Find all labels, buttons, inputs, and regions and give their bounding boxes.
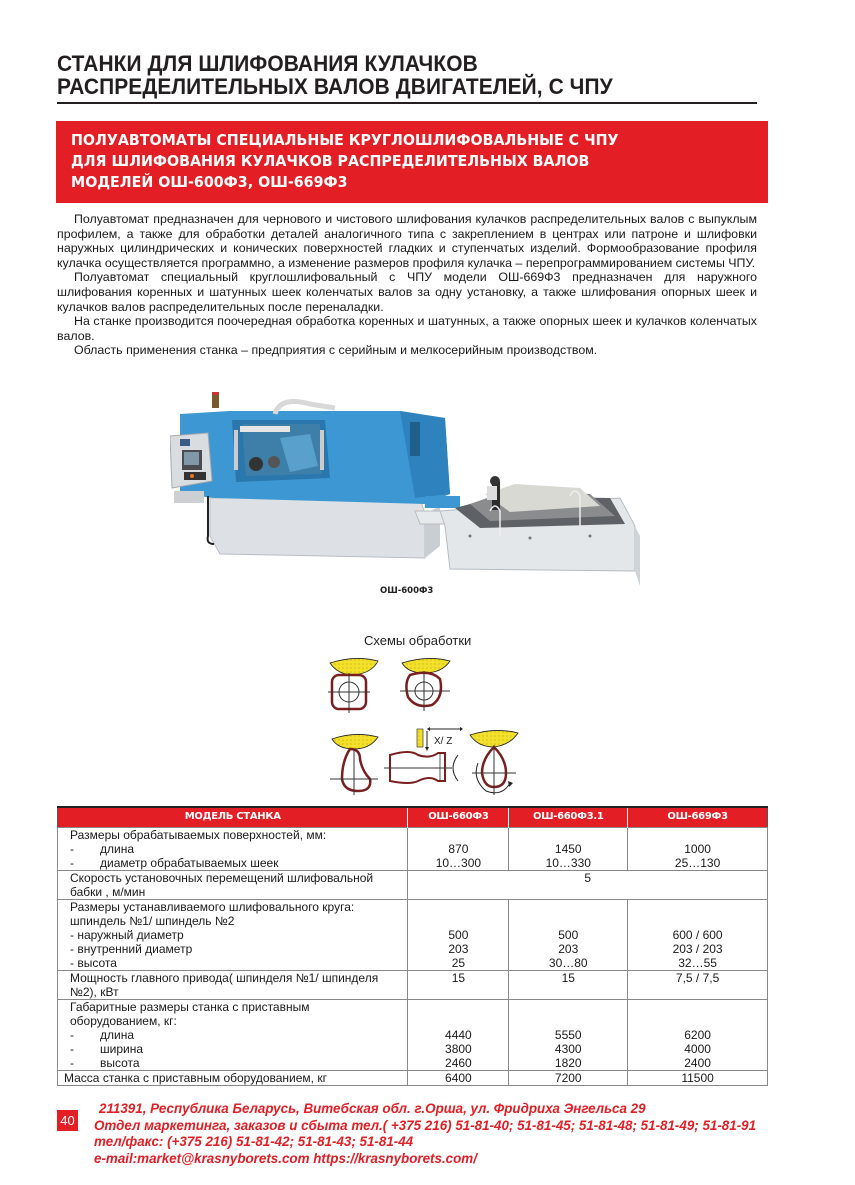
table-row xyxy=(58,999,768,1070)
cell-value: 5550 4300 1820 xyxy=(509,999,628,1070)
header-model-3: ОШ-669Ф3 xyxy=(628,807,768,827)
row-label: Скорость установочных перемещений шлифовальной бабки , м/мин xyxy=(58,870,408,899)
cell-value: 1450 10…330 xyxy=(509,827,628,870)
footer-fax: тел/факс: (+375 216) 51-81-42; 51-81-43; 51-81-44 xyxy=(94,1134,414,1149)
cell-value-merged: 5 xyxy=(408,870,768,899)
machine-photo xyxy=(170,386,650,586)
cell-value: 500 203 30…80 xyxy=(509,899,628,970)
intro-paragraph: Полуавтомат предназначен для чернового и чистового шлифования кулачков распределительных валов с выпуклым профилем, а также для обработки деталей аналогичного типа с закреплением в центрах или патроне и шлифовки наружных цилиндрических и конических поверхностей гладких и ступенчатых изделий. Формообразование профиля кулачка осуществляется программно, а изменение размеров профиля кулачка – перепрограммированием системы ЧПУ. xyxy=(57,212,757,270)
page-number-badge: 40 xyxy=(57,1110,78,1131)
header-model-1: ОШ-660Ф3 xyxy=(408,807,509,827)
schemes-title: Схемы обработки xyxy=(364,633,472,648)
row-label: Масса станка с приставным оборудованием, кг xyxy=(58,1070,408,1085)
banner-line-1: ПОЛУАВТОМАТЫ СПЕЦИАЛЬНЫЕ КРУГЛОШЛИФОВАЛЬНЫЕ С ЧПУ xyxy=(71,131,619,149)
scheme-eccentric-cam-icon xyxy=(400,658,450,711)
cell-value: 11500 xyxy=(628,1070,768,1085)
contact-footer xyxy=(94,1101,756,1167)
header-model-2: ОШ-660Ф3.1 xyxy=(509,807,628,827)
section-banner xyxy=(56,121,768,203)
banner-line-3: МОДЕЛЕЙ ОШ-600Ф3, ОШ-669Ф3 xyxy=(71,173,348,191)
page-title-line-2: РАСПРЕДЕЛИТЕЛЬНЫХ ВАЛОВ ДВИГАТЕЛЕЙ, С ЧПУ xyxy=(57,74,613,99)
specifications-table xyxy=(57,806,768,1086)
row-label: Размеры устанавливаемого шлифовального круга: шпиндель №1/ шпиндель №2 - наружный диаметр - внутренний диаметр - высота xyxy=(58,899,408,970)
row-label: Мощность главного привода( шпинделя №1/ шпинделя №2), кВт xyxy=(58,970,408,999)
table-row xyxy=(58,827,768,870)
table-header-row xyxy=(58,807,768,827)
cell-value: 600 / 600 203 / 203 32…55 xyxy=(628,899,768,970)
intro-paragraph: Полуавтомат специальный круглошлифовальный с ЧПУ модели ОШ-669Ф3 предназначен для наружного шлифования коренных и шатунных шеек коленчатых валов за одну установку, а также шлифования опорных шеек и кулачков валов распределительных после переналадки. xyxy=(57,270,757,314)
intro-paragraph: На станке производится поочередная обработка коренных и шатунных, а также опорных шеек и кулачков коленчатых валов. xyxy=(57,314,757,343)
page-title-line-1: СТАНКИ ДЛЯ ШЛИФОВАНИЯ КУЛАЧКОВ xyxy=(57,51,478,76)
cell-value: 15 xyxy=(509,970,628,999)
footer-address: 211391, Республика Беларусь, Витебская обл. г.Орша, ул. Фридриха Энгельса 29 xyxy=(99,1101,646,1116)
title-underline xyxy=(57,102,757,104)
page-title xyxy=(57,52,708,98)
cell-value: 1000 25…130 xyxy=(628,827,768,870)
cell-value: 6200 4000 2400 xyxy=(628,999,768,1070)
cell-value: 15 xyxy=(408,970,509,999)
scheme-rotating-cam-icon xyxy=(470,730,518,795)
footer-email-website[interactable]: e-mail:market@krasnyborets.com https://krasnyborets.com/ xyxy=(94,1150,477,1166)
cell-value: 7,5 / 7,5 xyxy=(628,970,768,999)
row-label: Размеры обрабатываемых поверхностей, мм: - длина - диаметр обрабатываемых шеек xyxy=(58,827,408,870)
cell-value: 7200 xyxy=(509,1070,628,1085)
cell-value: 500 203 25 xyxy=(408,899,509,970)
banner-line-2: ДЛЯ ШЛИФОВАНИЯ КУЛАЧКОВ РАСПРЕДЕЛИТЕЛЬНЫХ ВАЛОВ xyxy=(71,152,590,170)
table-row xyxy=(58,899,768,970)
footer-phones: Отдел маркетинга, заказов и сбыта тел.( +375 216) 51-81-40; 51-81-45; 51-81-48; 51-81-49; 51-81-91 xyxy=(94,1117,757,1133)
grinding-machine-illustration xyxy=(170,386,650,586)
header-model: МОДЕЛЬ СТАНКА xyxy=(58,807,408,827)
intro-paragraph: Область применения станка – предприятия с серийным и мелкосерийным производством. xyxy=(74,343,598,358)
intro-text xyxy=(57,212,757,358)
axis-label: X/ Z xyxy=(434,736,453,747)
photo-caption: ОШ-600Ф3 xyxy=(380,586,434,596)
scheme-shaft-xz-icon xyxy=(384,727,463,783)
table-row xyxy=(58,970,768,999)
processing-schemes-diagram xyxy=(310,655,530,795)
cell-value: 870 10…300 xyxy=(408,827,509,870)
cell-value: 4440 3800 2460 xyxy=(408,999,509,1070)
row-label: Габаритные размеры станка с приставным оборудованием, кг: - длина - ширина - высота xyxy=(58,999,408,1070)
scheme-pear-cam-icon xyxy=(330,734,378,795)
table-row xyxy=(58,870,768,899)
table-row xyxy=(58,1070,768,1085)
scheme-square-cam-icon xyxy=(328,658,378,713)
cell-value: 6400 xyxy=(408,1070,509,1085)
